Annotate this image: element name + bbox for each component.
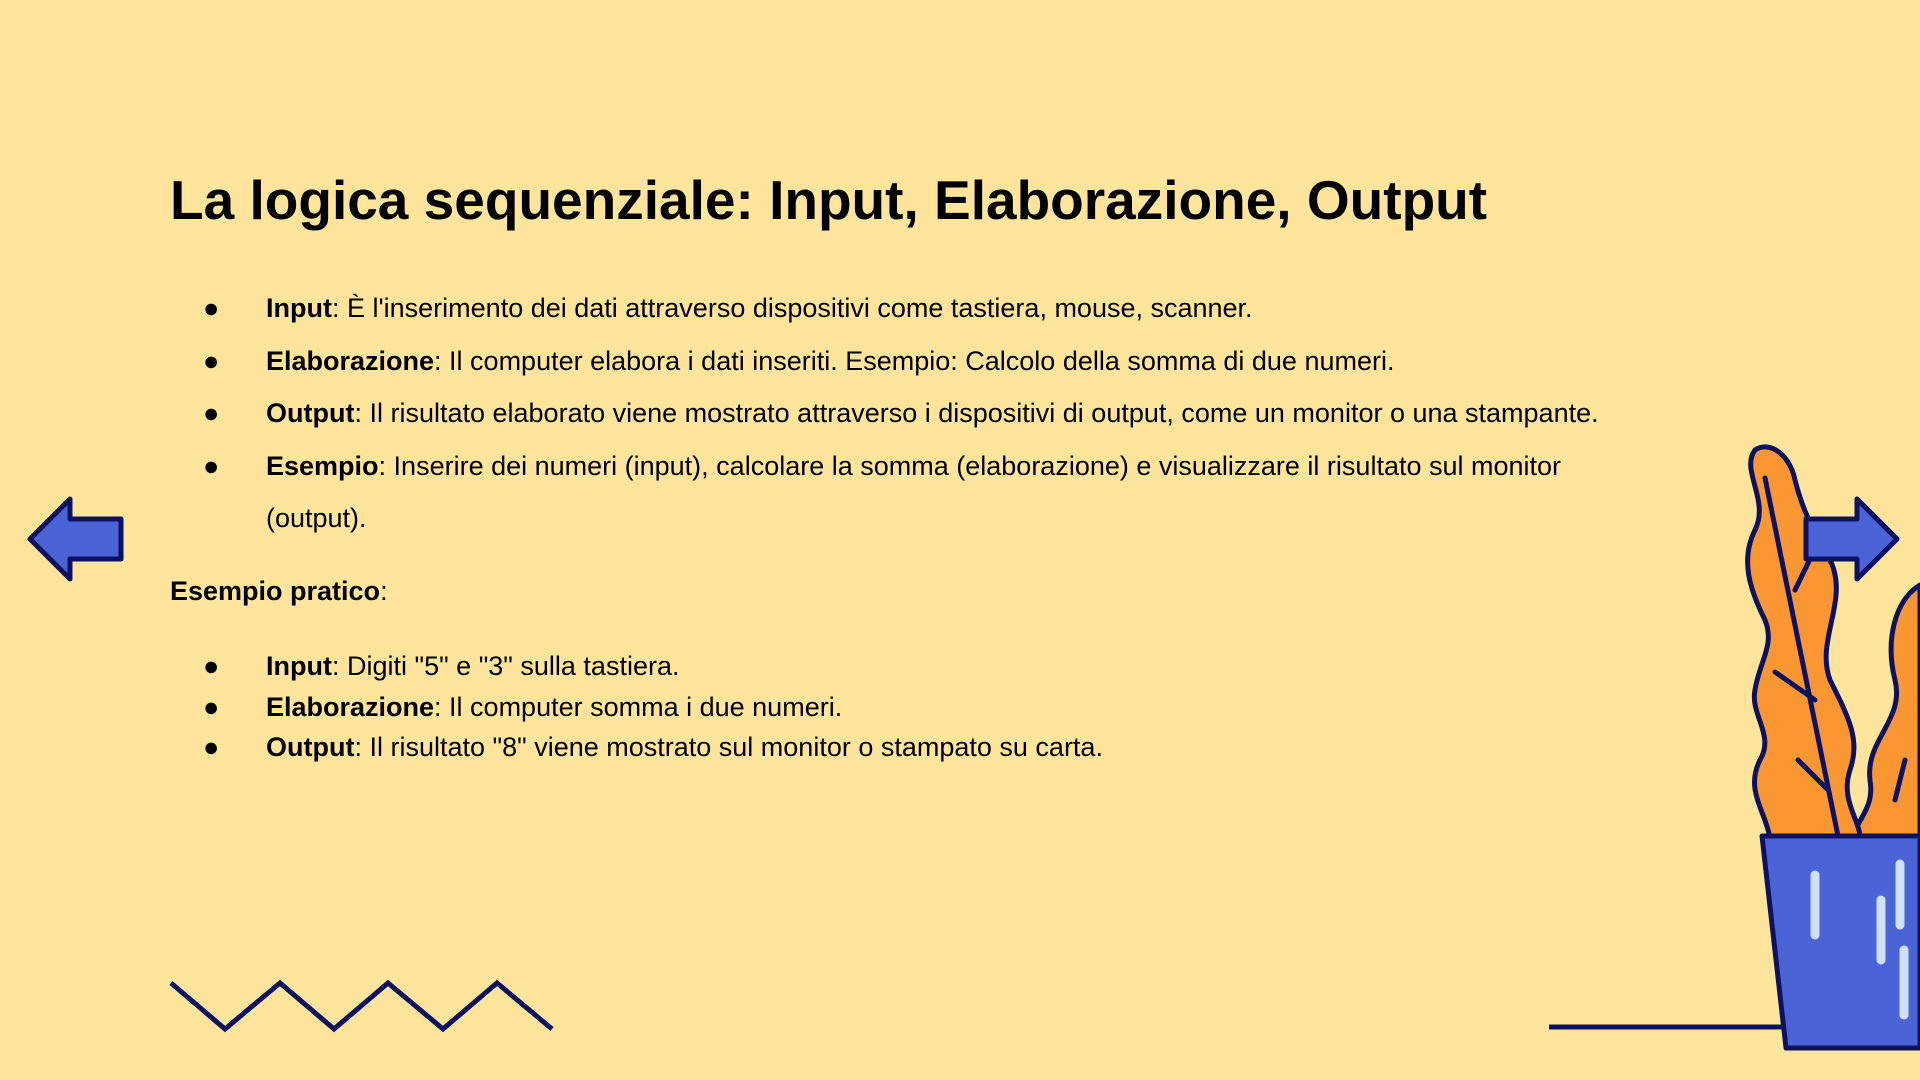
bullet: ● xyxy=(203,691,220,722)
bullet: ● xyxy=(203,293,220,323)
item-text: : Inserire dei numeri (input), calcolare la somma (elaborazione) e visualizzare il risultato sul monitor xyxy=(378,450,1562,481)
item-text: : Il computer elabora i dati inseriti. Esempio: Calcolo della somma di due numeri. xyxy=(434,345,1395,376)
slide-title: La logica sequenziale: Input, Elaborazione, Output xyxy=(170,169,1488,231)
item-text: : Digiti "5" e "3" sulla tastiera. xyxy=(331,651,680,681)
item-term: Elaborazione xyxy=(266,691,435,722)
bullet: ● xyxy=(203,651,220,681)
leaf-back xyxy=(1850,585,1920,845)
item-term: Output xyxy=(266,398,355,428)
item-term: Output xyxy=(266,732,355,762)
bullet: ● xyxy=(203,450,220,481)
item-term: Elaborazione xyxy=(266,345,435,376)
item-term: Input xyxy=(266,293,332,323)
previous-slide-button[interactable] xyxy=(25,494,125,584)
item-text-continuation: (output). xyxy=(266,503,367,533)
arrow-left-icon xyxy=(30,499,121,579)
bullet: ● xyxy=(203,345,220,376)
example-heading-colon: : xyxy=(380,576,388,606)
item-term: Input xyxy=(266,651,332,681)
item-text: : È l'inserimento dei dati attraverso dispositivi come tastiera, mouse, scanner. xyxy=(331,293,1253,323)
item-text: : Il computer somma i due numeri. xyxy=(434,691,843,722)
bullet: ● xyxy=(203,398,220,428)
item-text: : Il risultato elaborato viene mostrato attraverso i dispositivi di output, come un monitor o una stampante. xyxy=(354,398,1599,428)
zigzag-decoration xyxy=(171,983,552,1029)
next-slide-button[interactable] xyxy=(1802,494,1902,584)
bullet: ● xyxy=(203,732,220,762)
example-heading-term: Esempio pratico xyxy=(170,576,381,606)
item-text: : Il risultato "8" viene mostrato sul monitor o stampato su carta. xyxy=(354,732,1103,762)
item-term: Esempio xyxy=(266,450,379,481)
arrow-right-icon xyxy=(1806,499,1897,579)
